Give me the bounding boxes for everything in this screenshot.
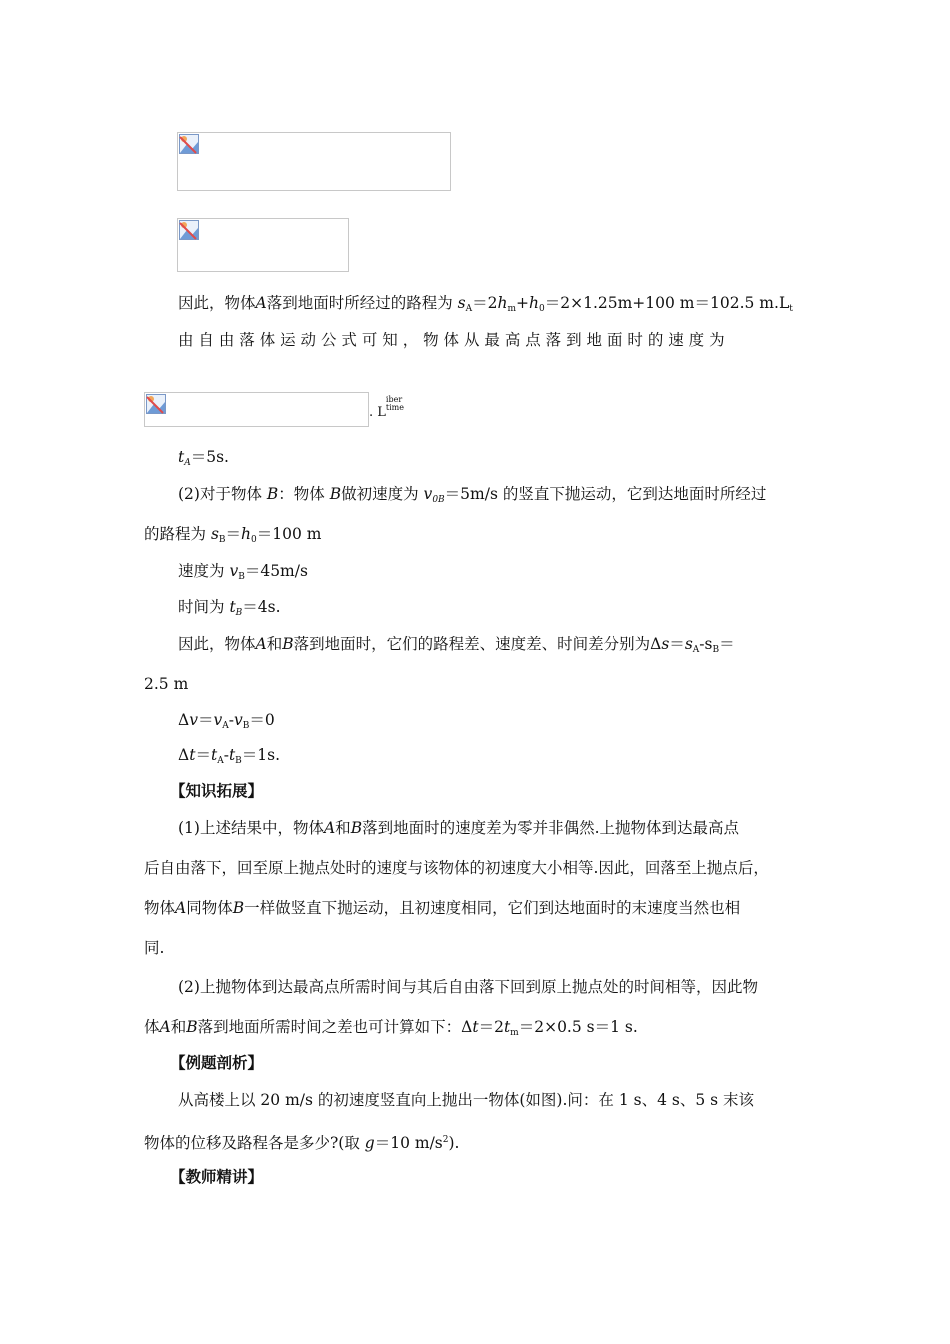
artifact-sub: time bbox=[385, 403, 404, 412]
text: 因此，物体 bbox=[178, 294, 256, 312]
text: ＝ bbox=[195, 746, 211, 764]
text: 落到地面所需时间之差也可计算如下：Δ bbox=[197, 1018, 473, 1036]
text-line-velocity-intro: 由 自 由 落 体 运 动 公 式 可 知 ， 物 体 从 最 高 点 落 到 地 面 时 的 速 度 为 bbox=[178, 331, 725, 349]
subscript: A bbox=[184, 458, 191, 468]
var: v bbox=[213, 711, 223, 729]
text-line-tA bbox=[178, 447, 229, 473]
var: t bbox=[228, 746, 236, 764]
var: B bbox=[329, 485, 342, 503]
var: h bbox=[241, 525, 252, 543]
text: ＝2 bbox=[472, 294, 498, 312]
text: ＝2×0.5 s＝1 s. bbox=[518, 1018, 638, 1036]
var: A bbox=[255, 294, 267, 312]
var: v bbox=[423, 485, 433, 503]
text: Δ bbox=[178, 746, 190, 764]
paragraph-line: 后自由落下，回至原上抛点处时的速度与该物体的初速度大小相等.因此，回落至上抛点后， bbox=[144, 859, 769, 877]
text: ＝10 m/s bbox=[374, 1134, 443, 1152]
text: (1)上述结果中，物体 bbox=[178, 819, 324, 837]
artifact-mark: L bbox=[778, 294, 790, 312]
artifact-sup: iber bbox=[385, 395, 403, 404]
text: (2)对于物体 bbox=[178, 485, 267, 503]
text: 落到地面时所经过的路程为 bbox=[266, 294, 458, 312]
text: 物体 bbox=[144, 899, 176, 917]
text: - bbox=[223, 746, 229, 764]
var: A bbox=[159, 1018, 171, 1036]
var: t bbox=[229, 598, 236, 616]
text: 体 bbox=[144, 1018, 160, 1036]
text: 物体的位移及路程各是多少?(取 bbox=[144, 1134, 365, 1152]
text: 时间为 bbox=[178, 598, 230, 616]
var: s bbox=[210, 525, 219, 543]
text-line-tB bbox=[178, 597, 281, 623]
var: t bbox=[210, 746, 218, 764]
superscript: 2 bbox=[442, 1135, 449, 1145]
paragraph-line: 同. bbox=[144, 939, 165, 957]
subscript: m bbox=[507, 304, 517, 314]
formula-image-2 bbox=[177, 218, 349, 272]
subscript: B bbox=[712, 645, 720, 655]
subscript: A bbox=[217, 756, 224, 766]
text-line-delta-t bbox=[178, 745, 280, 771]
text: - bbox=[228, 711, 234, 729]
text-line-delta-v bbox=[178, 710, 275, 736]
text: ＝ bbox=[669, 635, 685, 653]
text-line-differences bbox=[178, 634, 735, 660]
var: B bbox=[266, 485, 279, 503]
var: B bbox=[186, 1018, 198, 1036]
text: ＝5m/s 的竖直下抛运动，它到达地面时所经过 bbox=[444, 485, 767, 503]
text: ＝0 bbox=[249, 711, 275, 729]
text-line-object-B bbox=[178, 484, 766, 510]
var: s bbox=[457, 294, 466, 312]
subscript: B bbox=[235, 608, 243, 618]
broken-image-icon bbox=[179, 134, 199, 154]
section-heading-teacher-explanation: 【教师精讲】 bbox=[170, 1167, 264, 1186]
paragraph-line bbox=[144, 898, 740, 918]
text: ：物体 bbox=[278, 485, 330, 503]
subscript: B bbox=[242, 721, 250, 731]
section-heading-knowledge-extension: 【知识拓展】 bbox=[170, 781, 264, 800]
text: -s bbox=[699, 635, 713, 653]
text: 的路程为 bbox=[144, 525, 211, 543]
text: ＝ bbox=[197, 711, 214, 729]
text-line-sB bbox=[144, 524, 321, 550]
var: s bbox=[661, 635, 670, 653]
artifact-stack bbox=[386, 396, 404, 412]
text-line-vB bbox=[178, 561, 308, 587]
formula-image-3 bbox=[144, 392, 369, 427]
text: 做初速度为 bbox=[341, 485, 424, 503]
broken-image-icon bbox=[146, 394, 166, 414]
var: h bbox=[497, 294, 508, 312]
var: t bbox=[472, 1018, 479, 1036]
text: . L bbox=[369, 405, 386, 420]
var: B bbox=[282, 635, 294, 653]
text: ＝2 bbox=[478, 1018, 504, 1036]
paragraph-line bbox=[144, 1017, 638, 1043]
paragraph-line: (2)上抛物体到达最高点所需时间与其后自由落下回到原上抛点处的时间相等，因此物 bbox=[178, 978, 758, 996]
text: ＝2×1.25m+100 m＝102.5 m. bbox=[544, 294, 779, 312]
subscript: B bbox=[238, 572, 245, 582]
var: B bbox=[232, 899, 245, 917]
var: B bbox=[350, 819, 363, 837]
var: A bbox=[255, 635, 267, 653]
artifact-sub: t bbox=[789, 304, 793, 314]
subscript: A bbox=[222, 721, 229, 731]
paragraph-line bbox=[144, 1130, 459, 1153]
var: s bbox=[684, 635, 693, 653]
text-line-path-A bbox=[178, 293, 793, 319]
subscript: A bbox=[465, 304, 473, 314]
var: A bbox=[175, 899, 187, 917]
subscript: B bbox=[218, 535, 226, 545]
text: ＝1s. bbox=[241, 746, 281, 764]
text: 落到地面时，它们的路程差、速度差、时间差分别为Δ bbox=[293, 635, 662, 653]
text: 和 bbox=[335, 819, 351, 837]
artifact-text bbox=[369, 396, 404, 423]
text: 同物体 bbox=[186, 899, 233, 917]
subscript: B bbox=[235, 756, 242, 766]
text-line-2-5m: 2.5 m bbox=[144, 675, 189, 693]
text: 和 bbox=[170, 1018, 187, 1036]
text: + bbox=[516, 294, 530, 312]
var: A bbox=[323, 819, 336, 837]
var: h bbox=[529, 294, 540, 312]
text: Δ bbox=[178, 711, 190, 729]
var: v bbox=[234, 711, 243, 729]
subscript: A bbox=[692, 645, 700, 655]
subscript: 0 bbox=[539, 304, 545, 314]
paragraph-line bbox=[178, 818, 739, 838]
formula-image-1 bbox=[177, 132, 451, 191]
text: 和 bbox=[266, 635, 283, 653]
text: 一样做竖直下抛运动，且初速度相同，它们到达地面时的末速度当然也相 bbox=[244, 899, 741, 917]
var: g bbox=[364, 1134, 375, 1152]
text: ＝45m/s bbox=[244, 562, 308, 580]
paragraph-line: 从高楼上以 20 m/s 的初速度竖直向上抛出一物体(如图).问：在 1 s、4 s、5 s 末该 bbox=[178, 1091, 754, 1109]
text: ＝4s. bbox=[242, 598, 281, 616]
text: 速度为 bbox=[178, 562, 230, 580]
var: t bbox=[503, 1018, 511, 1036]
text: ＝ bbox=[225, 525, 242, 543]
subscript: 0 bbox=[251, 535, 257, 545]
var: t bbox=[189, 746, 196, 764]
text: 因此，物体 bbox=[178, 635, 256, 653]
text: 落到地面时的速度差为零并非偶然.上抛物体到达最高点 bbox=[362, 819, 740, 837]
text: ). bbox=[448, 1134, 460, 1152]
var: v bbox=[189, 711, 198, 729]
text: ＝ bbox=[719, 635, 735, 653]
var: v bbox=[229, 562, 239, 580]
text: ＝100 m bbox=[256, 525, 322, 543]
subscript: m bbox=[510, 1028, 519, 1038]
subscript: 0B bbox=[432, 495, 445, 505]
text: ＝5s. bbox=[190, 448, 229, 466]
var: t bbox=[178, 448, 185, 466]
section-heading-example-analysis: 【例题剖析】 bbox=[170, 1053, 264, 1072]
broken-image-icon bbox=[179, 220, 199, 240]
